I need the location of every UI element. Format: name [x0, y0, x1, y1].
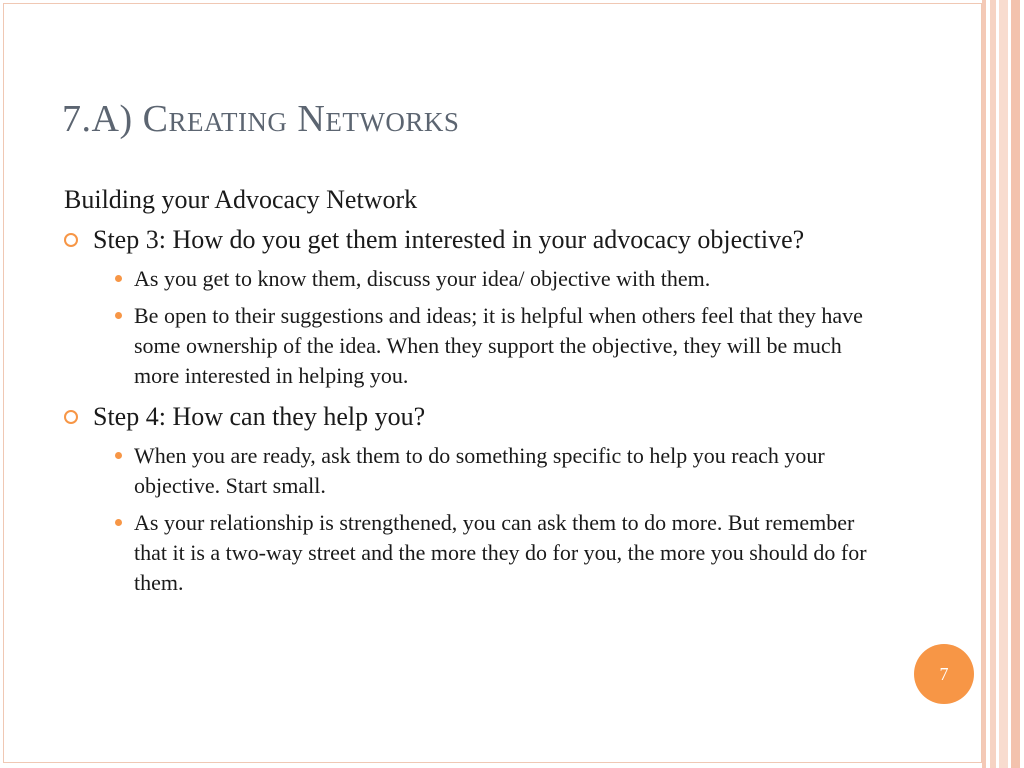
step-item [64, 224, 874, 391]
point-text: As your relationship is strengthened, you can ask them to do more. But remember that it is a two-way street and the more they do for you, the more you should do for them. [134, 510, 867, 595]
point-text: When you are ready, ask them to do something specific to help you reach your objective. Start small. [134, 443, 825, 498]
dot-bullet-icon [115, 519, 122, 526]
decorative-stripe [999, 0, 1008, 768]
circle-bullet-icon [64, 410, 78, 424]
point-item [93, 508, 874, 598]
step-label: Step 3: How do you get them interested in your advocacy objective? [93, 225, 805, 254]
point-item [93, 264, 874, 294]
step-points [93, 441, 874, 598]
point-text: Be open to their suggestions and ideas; it is helpful when others feel that they have some ownership of the idea. When they support the objective, they will be much more interested in helping you. [134, 303, 863, 388]
point-text: As you get to know them, discuss your idea/ objective with them. [134, 266, 711, 291]
slide-content [64, 184, 874, 608]
step-item [64, 401, 874, 598]
decorative-stripe [982, 0, 986, 768]
dot-bullet-icon [115, 452, 122, 459]
decorative-stripe [990, 0, 996, 768]
step-label: Step 4: How can they help you? [93, 402, 426, 431]
decorative-stripe [1011, 0, 1020, 768]
step-points [93, 264, 874, 391]
slide-title: 7.A) Creating Networks [62, 98, 460, 140]
point-item [93, 301, 874, 391]
circle-bullet-icon [64, 233, 78, 247]
slide-subtitle: Building your Advocacy Network [64, 185, 418, 214]
dot-bullet-icon [115, 275, 122, 282]
page-number-badge: 7 [914, 644, 974, 704]
dot-bullet-icon [115, 312, 122, 319]
point-item [93, 441, 874, 501]
